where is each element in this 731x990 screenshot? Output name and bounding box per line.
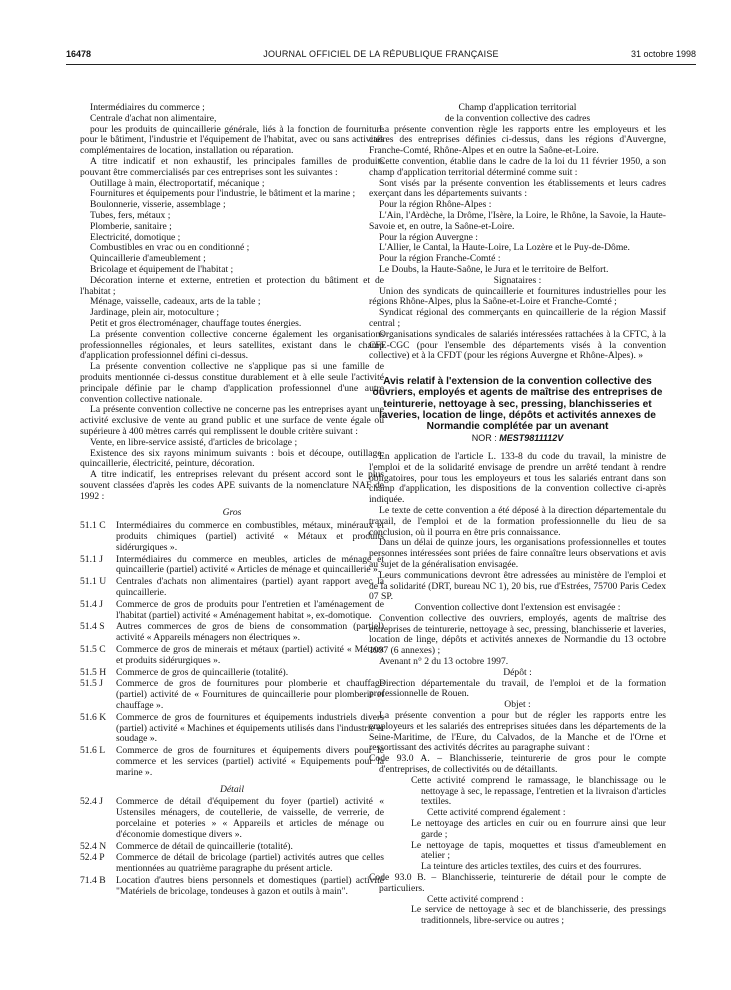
paragraph: Avenant n° 2 du 13 octobre 1997. xyxy=(379,656,509,668)
ape-code: 71.4 B xyxy=(80,874,106,886)
ape-description: Commerce de gros de fournitures pour plomberie et chauffage (partiel) activité de « Fournitures de quincaillerie pour plomberie et chauffage ». xyxy=(116,678,384,712)
nor-value: MEST9811112V xyxy=(499,433,564,444)
paragraph: Direction départementale du travail, de l'emploi et de la formation professionnelle de Rouen. xyxy=(369,677,666,700)
paragraph: Cette activité comprend également : xyxy=(427,807,566,819)
ape-code: 52.4 N xyxy=(80,840,107,852)
depot-heading: Dépôt : xyxy=(503,666,532,678)
paragraph: Décoration interne et externe, entretien et protection du bâtiment et de l'habitat ; xyxy=(80,274,384,297)
paragraph: En application de l'article L. 133-8 du code du travail, la ministre de l'emploi et de la solidarité envisage de prendre un arrêté tendant à rendre obligatoires, pour tous les employeurs et tous les salariés entrant dans son champ d'application, les dispositions de la convention collective ci-après indiquée. xyxy=(369,450,666,506)
ape-code: 51.4 J xyxy=(80,598,103,610)
paragraph: La teinture des articles textiles, des cuirs et des fourrures. xyxy=(421,861,642,873)
paragraph: Electricité, domotique ; xyxy=(90,231,181,243)
detail-code-list xyxy=(80,797,384,897)
code-entry xyxy=(80,797,384,840)
paragraph: Pour la région Franche-Comté : xyxy=(379,253,501,265)
paragraph: Dans un délai de quinze jours, les organisations professionnelles et toutes personnes intéressées sont priées de faire connaître leurs observations et avis au sujet de la généralisation envisagée. xyxy=(369,537,666,570)
paragraph: Existence des six rayons minimum suivants : bois et découpe, outillage, quincaillerie, électricité, peinture, décoration. xyxy=(80,447,384,470)
ape-description: Commerce de détail d'équipement du foyer (partiel) activité « Ustensiles ménagers, de coutellerie, de vaisselle, de verrerie, de porcelaine et poteries » « Appareils et articles de ménage ou d'économie domestique divers ». xyxy=(116,796,384,840)
code-entry xyxy=(80,876,384,898)
intro-text xyxy=(80,103,384,502)
ape-description: Intermédiaires du commerce en meubles, articles de ménage et quincaillerie (partiel) activité « Articles de ménage et quincaillerie ». xyxy=(116,553,384,576)
paragraph: Organisations syndicales de salariés intéressées rattachées à la CFTC, à la CFE-CGC (pour l'ensemble des départements visés à la convention collective) et à la CFDT (pour les régions Auvergne et Rhône-Alpes). » xyxy=(369,328,666,362)
page-number: 16478 xyxy=(66,49,92,59)
paragraph: La présente convention a pour but de régler les rapports entre les employeurs et les salariés des entreprises situées dans les départements de la Seine-Maritime, de l'Eure, du Calvados, de la Manche et de l'Orne et ressortissant des activités décrites au paragraphe suivant : xyxy=(369,710,666,754)
paragraph: Union des syndicats de quincaillerie et fournitures industrielles pour les régions Rhône-Alpes, plus la Saône-et-Loire et Franche-Comté ; xyxy=(369,285,666,308)
paragraph: Le Doubs, la Haute-Saône, le Jura et le territoire de Belfort. xyxy=(379,263,609,275)
nor-label: NOR : xyxy=(471,433,497,444)
ape-code: 52.4 J xyxy=(80,796,103,808)
left-column xyxy=(80,103,384,899)
paragraph: Le nettoyage de tapis, moquettes et tissus d'ameublement en atelier ; xyxy=(411,839,666,862)
paragraph: Le texte de cette convention a été déposé à la direction départementale du travail, de l'emploi et de la formation professionnelle du lieu de sa conclusion, où il pourra en être pris connaissance. xyxy=(369,504,666,538)
right-column xyxy=(369,103,666,927)
paragraph: Cette activité comprend : xyxy=(427,893,524,905)
paragraph: Plomberie, sanitaire ; xyxy=(90,220,172,232)
code-entry xyxy=(80,842,384,853)
ape-description: Commerce de gros de fournitures et équipements industriels divers (partiel) activité « Machines et équipements utilisés dans l'industrie et soudage ». xyxy=(116,711,384,745)
code-entry xyxy=(80,679,384,711)
paragraph: La présente convention collective ne s'applique pas si une famille de produits mentionnée ci-dessus constitue durablement et à elle seule l'activité principale définie par le champ d'application professionnel d'une autre convention collective nationale. xyxy=(80,361,384,405)
code-entry xyxy=(80,853,384,875)
champ-subtitle: de la convention collective des cadres xyxy=(444,112,591,124)
code-entry xyxy=(80,577,384,599)
paragraph: A titre indicatif et non exhaustif, les principales familles de produits pouvant être commercialisés par ces entreprises sont les suivantes : xyxy=(80,155,384,178)
objet-heading: Objet : xyxy=(504,699,531,711)
ape-code: 51.1 J xyxy=(80,553,103,565)
ape-description: Intermédiaires du commerce en combustibles, métaux, minéraux et produits chimiques (partiel) activité « Métaux et produits sidérurgiques ». xyxy=(116,520,384,553)
code-entry xyxy=(80,668,384,679)
code-paragraph: Code 93.0 B. – Blanchisserie, teinturerie de détail pour le compte de particuliers. xyxy=(369,872,666,894)
ape-description: Commerce de gros de minerais et métaux (partiel) activité « Métaux et produits sidérurgiques ». xyxy=(116,644,384,666)
paragraph: Sont visés par la présente convention les établissements et leurs cadres exerçant dans les départements suivants : xyxy=(369,177,666,200)
paragraph: Intermédiaires du commerce ; xyxy=(90,102,205,113)
journal-title: JOURNAL OFFICIEL DE LA RÉPUBLIQUE FRANÇAISE xyxy=(263,49,499,59)
ape-description: Commerce de gros de fournitures et équipements divers pour le commerce et les services (partiel) activité « Equipements pour la marine ». xyxy=(116,745,384,778)
ape-description: Commerce de gros de quincaillerie (totalité). xyxy=(116,666,289,678)
gros-heading: Gros xyxy=(222,507,242,519)
header-rule xyxy=(66,64,696,65)
code-entry xyxy=(80,645,384,667)
ape-description: Commerce de détail de bricolage (partiel) activités autres que celles mentionnées au quatrième paragraphe du présent article. xyxy=(116,852,384,875)
code-paragraph: Code 93.0 A. – Blanchisserie, teinturerie de gros pour le compte d'entreprises, de collectivités ou de détaillants. xyxy=(369,753,666,776)
paragraph: Outillage à main, électroportatif, mécanique ; xyxy=(90,177,265,189)
paragraph: La présente convention règle les rapports entre les employeurs et les cadres des entreprises définies ci-dessus, dans les régions d'Auvergne, Franche-Comté, Rhône-Alpes et en outre la Saône-et-Loire. xyxy=(369,123,666,157)
ape-description: Autres commerces de gros de biens de consommation (partiel) activité « Appareils ménagers non électriques ». xyxy=(116,621,384,644)
paragraph: Combustibles en vrac ou en conditionné ; xyxy=(90,242,250,254)
code-entry xyxy=(80,713,384,745)
code-entry xyxy=(80,600,384,622)
paragraph: Le nettoyage des articles en cuir ou en fourrure ainsi que leur garde ; xyxy=(411,818,666,840)
paragraph: Fournitures et équipements pour l'industrie, le bâtiment et la marine ; xyxy=(90,188,356,200)
page-header xyxy=(66,49,696,61)
nor-reference xyxy=(369,433,666,444)
paragraph: Jardinage, plein air, motoculture ; xyxy=(90,307,220,319)
paragraph: Vente, en libre-service assisté, d'articles de bricolage ; xyxy=(90,436,298,448)
code-entry xyxy=(80,521,384,553)
paragraph: pour les produits de quincaillerie générale, liés à la fonction de fourniture pour le bâtiment, l'industrie et l'équipement de l'habitat, avec ou sans activités complémentaires de location, installation ou réparation. xyxy=(80,123,384,157)
paragraph: Tubes, fers, métaux ; xyxy=(90,209,171,221)
paragraph: Le service de nettoyage à sec et de blanchisserie, des pressings traditionnels, libre-service ou autres ; xyxy=(411,904,666,927)
ape-code: 51.4 S xyxy=(80,621,105,633)
gros-code-list xyxy=(80,521,384,778)
paragraph: Convention collective dont l'extension est envisagée : xyxy=(414,602,621,614)
paragraph: Cette convention, établie dans le cadre de la loi du 11 février 1950, a son champ d'application territorial déterminé comme suit : xyxy=(369,155,666,178)
ape-description: Commerce de détail de quincaillerie (totalité). xyxy=(116,840,293,852)
paragraph: Cette activité comprend le ramassage, le blanchissage ou le nettoyage à sec, le repassage, l'entretien et la livraison d'articles textiles. xyxy=(411,774,666,808)
detail-heading: Détail xyxy=(220,783,244,795)
paragraph: Pour la région Rhône-Alpes : xyxy=(379,199,492,211)
ape-code: 52.4 P xyxy=(80,852,105,864)
paragraph: Pour la région Auvergne : xyxy=(379,231,478,243)
avis-title: Avis relatif à l'extension de la convention collective des ouvriers, employés et agents de maîtrise des entreprises de teinturerie, nettoyage à sec, pressing, blanchisseries et laveries, location de linge, dépôts et activités annexes de Normandie complétée par un avenant xyxy=(372,376,663,432)
issue-date: 31 octobre 1998 xyxy=(630,49,696,59)
ape-code: 51.5 C xyxy=(80,644,106,656)
ape-description: Centrales d'achats non alimentaires (partiel) ayant rapport avec la quincaillerie. xyxy=(116,576,384,599)
ape-code: 51.1 C xyxy=(80,520,106,532)
ape-description: Commerce de gros de produits pour l'entretien et l'aménagement de l'habitat (partiel) activité « Aménagement habitat », ex-domotique. xyxy=(116,598,384,621)
code-entry xyxy=(80,622,384,644)
ape-description: Location d'autres biens personnels et domestiques (partiel) activité "Matériels de bricolage, tondeuses à gazon et outils à main". xyxy=(116,874,384,897)
signataires-heading: Signataires : xyxy=(493,274,542,286)
ape-code: 51.6 L xyxy=(80,745,106,757)
paragraph: Bricolage et équipement de l'habitat ; xyxy=(90,263,234,275)
paragraph: L'Allier, le Cantal, la Haute-Loire, La Lozère et le Puy-de-Dôme. xyxy=(379,242,630,254)
paragraph: Leurs communications devront être adressées au ministère de l'emploi et de la solidarité (DRT, bureau NC 1), 20 bis, rue d'Estrées, 75700 Paris Cedex 07 SP. xyxy=(369,569,666,603)
champ-title: Champ d'application territorial xyxy=(458,102,577,113)
ape-code: 51.6 K xyxy=(80,711,107,723)
ape-code: 51.5 J xyxy=(80,678,103,690)
paragraph: Boulonnerie, visserie, assemblage ; xyxy=(90,199,226,211)
paragraph: Centrale d'achat non alimentaire, xyxy=(90,112,217,124)
ape-code: 51.5 H xyxy=(80,666,107,678)
code-entry xyxy=(80,746,384,778)
paragraph: L'Ain, l'Ardèche, la Drôme, l'Isère, la Loire, le Rhône, la Savoie, la Haute-Savoie et, en outre, la Saône-et-Loire. xyxy=(369,209,666,232)
paragraph: Petit et gros électroménager, chauffage toutes énergies. xyxy=(90,317,302,329)
paragraph: La présente convention collective concerne également les organisations professionnelles régionales, et leurs satellites, existant dans le champ d'application professionnel défini ci-dessus. xyxy=(80,328,384,362)
paragraph: Quincaillerie d'ameublement ; xyxy=(90,253,206,265)
paragraph: Ménage, vaisselle, cadeaux, arts de la table ; xyxy=(90,296,261,308)
code-entry xyxy=(80,555,384,577)
ape-code: 51.1 U xyxy=(80,576,107,588)
paragraph: A titre indicatif, les entreprises relevant du présent accord sont le plus souvent classées d'après les codes APE suivants de la nomenclature NAF de 1992 : xyxy=(80,469,384,502)
paragraph: Convention collective des ouvriers, employés, agents de maîtrise des entreprises de teinturerie, nettoyage à sec, pressing, blanchisserie et laveries, location de linge, dépôts et activités annexes de Normandie du 13 octobre 1997 (6 annexes) ; xyxy=(369,612,666,657)
paragraph: La présente convention collective ne concerne pas les entreprises ayant une activité exclusive de vente au grand public et une surface de vente égale ou supérieure à 400 mètres carrés qui remplissent le double critère suivant : xyxy=(80,404,384,437)
paragraph: Syndicat régional des commerçants en quincaillerie de la région Massif central ; xyxy=(369,307,666,329)
